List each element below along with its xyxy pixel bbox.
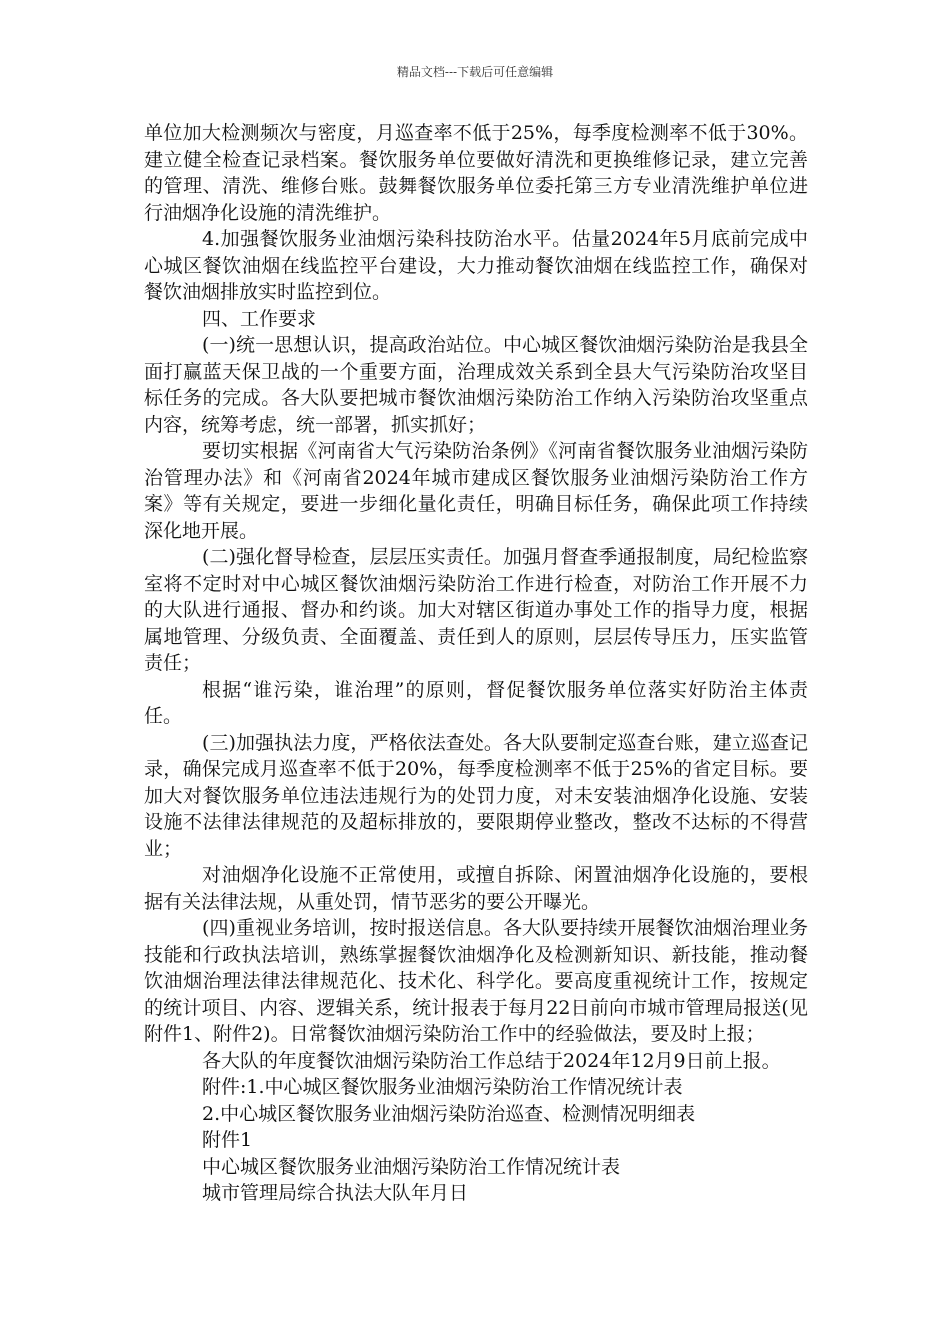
attachment-line-1: 附件:1.中心城区餐饮服务业油烟污染防治工作情况统计表 xyxy=(202,1076,683,1098)
paragraph-requirement-3-detail: 对油烟净化设施不正常使用，或擅自拆除、闲置油烟净化设施的，要根据有关法律法规，从重处罚，情节恶劣的要公开曝光。 xyxy=(144,864,808,913)
attachment-label: 附件1 xyxy=(202,1129,253,1151)
paragraph-requirement-2-detail: 根据“谁污染，谁治理”的原则，督促餐饮服务单位落实好防治主体责任。 xyxy=(144,678,808,727)
attachment-line-2: 2.中心城区餐饮服务业油烟污染防治巡查、检测情况明细表 xyxy=(202,1102,696,1125)
paragraph-requirement-2: (二)强化督导检查，层层压实责任。加强月督查季通报制度，局纪检监察室将不定时对中心城区餐饮油烟污染防治工作进行检查，对防治工作开展不力的大队进行通报、督办和约谈。加大对辖区街道办事处工作的指导力度，根据属地管理、分级负责、全面覆盖、责任到人的原则，层层传导压力，压实监管责任； xyxy=(144,546,808,674)
paragraph-requirement-1: (一)统一思想认识，提高政治站位。中心城区餐饮油烟污染防治是我县全面打赢蓝天保卫战的一个重要方面，治理成效关系到全县大气污染防治攻坚目标任务的完成。各大队要把城市餐饮油烟污染防治工作纳入污染防治攻坚重点内容，统筹考虑，统一部署，抓实抓好； xyxy=(144,334,808,436)
attachment-table-title: 中心城区餐饮服务业油烟污染防治工作情况统计表 xyxy=(202,1155,621,1178)
paragraph-item-4: 4.加强餐饮服务业油烟污染科技防治水平。估量2024年5月底前完成中心城区餐饮油烟在线监控平台建设，大力推动餐饮油烟在线监控工作，确保对餐饮油烟排放实时监控到位。 xyxy=(144,228,808,303)
paragraph-requirement-4-detail: 各大队的年度餐饮油烟污染防治工作总结于2024年12月9日前上报。 xyxy=(202,1049,781,1072)
paragraph-requirement-3: (三)加强执法力度，严格依法查处。各大队要制定巡查台账，建立巡查记录，确保完成月巡查率不低于20%，每季度检测率不低于25%的省定目标。要加大对餐饮服务单位违法违规行为的处罚力度，对未安装油烟净化设施、安装设施不法律法律规范的及超标排放的，要限期停业整改，整改不达标的不得营业； xyxy=(144,731,808,860)
paragraph-requirement-1-detail: 要切实根据《河南省大气污染防治条例》《河南省餐饮服务业油烟污染防治管理办法》和《河南省2024年城市建成区餐饮服务业油烟污染防治工作方案》等有关规定，要进一步细化量化责任，明确目标任务，确保此项工作持续深化地开展。 xyxy=(144,440,808,542)
attachment-signature-line: 城市管理局综合执法大队年月日 xyxy=(202,1182,469,1204)
page-header: 精品文档---下载后可任意编辑 xyxy=(396,65,554,79)
paragraph-requirement-4: (四)重视业务培训，按时报送信息。各大队要持续开展餐饮油烟治理业务技能和行政执法培训，熟练掌握餐饮油烟净化及检测新知识、新技能，推动餐饮油烟治理法律法律规范化、技术化、科学化。要高度重视统计工作，按规定的统计项目、内容、逻辑关系，统计报表于每月22日前向市城市管理局报送(见附件1、附件2)。日常餐饮油烟污染防治工作中的经验做法，要及时上报； xyxy=(144,917,808,1045)
paragraph-continuation: 单位加大检测频次与密度，月巡查率不低于25%，每季度检测率不低于30%。建立健全检查记录档案。餐饮服务单位要做好清洗和更换维修记录，建立完善的管理、清洗、维修台账。鼓舞餐饮服务单位委托第三方专业清洗维护单位进行油烟净化设施的清洗维护。 xyxy=(144,122,808,224)
document-body xyxy=(144,120,808,1207)
section-heading-work-requirements: 四、工作要求 xyxy=(202,307,317,330)
